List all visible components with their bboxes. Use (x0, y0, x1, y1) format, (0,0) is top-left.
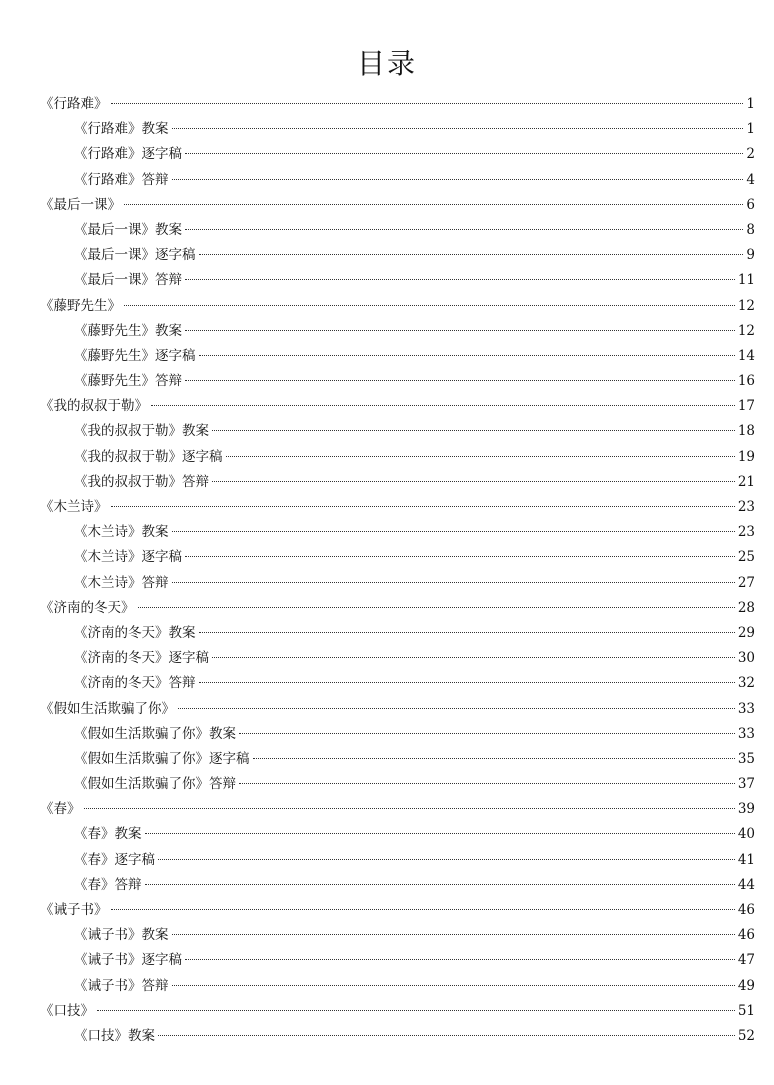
toc-page-number: 52 (737, 1027, 755, 1044)
toc-entry-title: 《行路难》答辩 (74, 171, 169, 188)
toc-page-number: 30 (737, 650, 755, 667)
dot-leader (84, 808, 735, 809)
dot-leader (111, 103, 744, 104)
dot-leader (172, 179, 744, 180)
toc-entry-title: 《春》逐字稿 (74, 851, 155, 868)
toc-entry-title: 《春》答辩 (74, 876, 142, 893)
toc-page-number: 4 (746, 171, 755, 188)
toc-subentry[interactable] (40, 117, 755, 142)
toc-entry-title: 《春》 (40, 801, 81, 818)
toc-entry-title: 《木兰诗》教案 (74, 524, 169, 541)
dot-leader (199, 355, 735, 356)
toc-subentry[interactable] (40, 923, 755, 948)
toc-subentry[interactable] (40, 545, 755, 570)
table-of-contents (40, 92, 755, 1049)
toc-subentry[interactable] (40, 268, 755, 293)
toc-entry-title: 《假如生活欺骗了你》逐字稿 (74, 750, 250, 767)
toc-page-number: 17 (737, 398, 755, 415)
toc-page-number: 1 (746, 96, 755, 112)
dot-leader (185, 556, 735, 557)
toc-subentry[interactable] (40, 520, 755, 545)
toc-subentry[interactable] (40, 621, 755, 646)
toc-subentry[interactable] (40, 747, 755, 772)
toc-subentry[interactable] (40, 168, 755, 193)
toc-entry-title: 《木兰诗》逐字稿 (74, 549, 182, 566)
dot-leader (124, 305, 735, 306)
dot-leader (212, 657, 735, 658)
dot-leader (138, 607, 735, 608)
toc-entry-title: 《济南的冬天》 (40, 599, 135, 616)
dot-leader (239, 733, 735, 734)
dot-leader (111, 506, 735, 507)
toc-entry-title: 《我的叔叔于勒》答辩 (74, 473, 209, 490)
toc-entry-title: 《口技》教案 (74, 1027, 155, 1044)
toc-subentry[interactable] (40, 848, 755, 873)
toc-subentry[interactable] (40, 243, 755, 268)
dot-leader (185, 330, 735, 331)
toc-page-number: 8 (746, 221, 755, 238)
dot-leader (97, 1010, 735, 1011)
toc-subentry[interactable] (40, 722, 755, 747)
toc-page-number: 25 (737, 549, 755, 566)
dot-leader (172, 582, 735, 583)
toc-entry-title: 《口技》 (40, 1002, 94, 1019)
toc-entry-title: 《诫子书》逐字稿 (74, 952, 182, 969)
toc-entry-title: 《假如生活欺骗了你》教案 (74, 725, 236, 742)
toc-entry-title: 《春》教案 (74, 826, 142, 843)
toc-page-number: 37 (737, 776, 755, 793)
dot-leader (158, 1035, 735, 1036)
toc-subentry[interactable] (40, 142, 755, 167)
toc-page-number: 12 (737, 297, 755, 314)
toc-entry-title: 《行路难》 (40, 96, 108, 112)
toc-page-number: 9 (746, 247, 755, 264)
toc-entry-title: 《木兰诗》 (40, 499, 108, 515)
dot-leader (172, 985, 735, 986)
toc-page-number: 33 (737, 700, 755, 717)
toc-entry[interactable] (40, 596, 755, 621)
toc-subentry[interactable] (40, 974, 755, 999)
dot-leader (212, 481, 735, 482)
toc-page-number: 47 (737, 952, 755, 969)
toc-entry-title: 《假如生活欺骗了你》答辩 (74, 776, 236, 793)
dot-leader (185, 153, 743, 154)
dot-leader (185, 959, 735, 960)
toc-page-number: 19 (737, 448, 755, 465)
toc-entry-title: 《藤野先生》逐字稿 (74, 347, 196, 364)
dot-leader (178, 708, 735, 709)
toc-entry[interactable] (40, 999, 755, 1024)
dot-leader (226, 456, 735, 457)
toc-page-number: 29 (737, 624, 755, 641)
dot-leader (253, 758, 735, 759)
toc-subentry[interactable] (40, 445, 755, 470)
dot-leader (199, 682, 735, 683)
toc-entry-title: 《诫子书》 (40, 902, 108, 918)
toc-entry-title: 《济南的冬天》答辩 (74, 675, 196, 692)
toc-page-number: 41 (737, 851, 755, 868)
toc-entry-title: 《最后一课》逐字稿 (74, 247, 196, 264)
toc-subentry[interactable] (40, 1024, 755, 1049)
toc-entry-title: 《假如生活欺骗了你》 (40, 700, 175, 717)
toc-entry[interactable] (40, 697, 755, 722)
toc-page-number: 21 (737, 473, 755, 490)
dot-leader (185, 279, 735, 280)
dot-leader (172, 128, 744, 129)
toc-page-number: 1 (746, 121, 755, 138)
dot-leader (124, 204, 743, 205)
toc-entry[interactable] (40, 394, 755, 419)
dot-leader (158, 859, 735, 860)
toc-entry-title: 《济南的冬天》教案 (74, 624, 196, 641)
toc-entry[interactable] (40, 495, 755, 520)
dot-leader (111, 909, 735, 910)
toc-subentry[interactable] (40, 646, 755, 671)
toc-entry-title: 《济南的冬天》逐字稿 (74, 650, 209, 667)
toc-entry-title: 《木兰诗》答辩 (74, 574, 169, 591)
toc-entry[interactable] (40, 898, 755, 923)
dot-leader (172, 531, 735, 532)
toc-page-number: 12 (737, 322, 755, 339)
toc-page-number: 39 (737, 801, 755, 818)
dot-leader (172, 934, 735, 935)
toc-entry[interactable] (40, 92, 755, 117)
toc-page-number: 49 (737, 977, 755, 994)
toc-entry[interactable] (40, 193, 755, 218)
toc-subentry[interactable] (40, 218, 755, 243)
toc-entry-title: 《诫子书》教案 (74, 927, 169, 944)
toc-entry-title: 《我的叔叔于勒》教案 (74, 423, 209, 440)
toc-page-number: 11 (737, 272, 755, 289)
toc-page-number: 27 (737, 574, 755, 591)
dot-leader (212, 430, 735, 431)
dot-leader (185, 380, 735, 381)
toc-entry-title: 《我的叔叔于勒》 (40, 398, 148, 415)
toc-page-number: 23 (737, 524, 755, 541)
toc-page-number: 6 (746, 196, 755, 213)
toc-page-number: 46 (737, 927, 755, 944)
toc-page-number: 35 (737, 750, 755, 767)
page-title: 目录 (356, 47, 417, 80)
toc-entry[interactable] (40, 294, 755, 319)
toc-subentry[interactable] (40, 319, 755, 344)
dot-leader (185, 229, 743, 230)
dot-leader (151, 405, 735, 406)
toc-page-number: 51 (737, 1002, 755, 1019)
toc-page-number: 44 (737, 876, 755, 893)
toc-page-number: 2 (746, 146, 755, 163)
toc-entry-title: 《行路难》逐字稿 (74, 146, 182, 163)
toc-entry-title: 《最后一课》答辩 (74, 272, 182, 289)
toc-entry-title: 《我的叔叔于勒》逐字稿 (74, 448, 223, 465)
toc-page-number: 46 (737, 902, 755, 918)
toc-page-number: 33 (737, 725, 755, 742)
toc-subentry[interactable] (40, 419, 755, 444)
toc-subentry[interactable] (40, 369, 755, 394)
toc-page-number: 28 (737, 599, 755, 616)
toc-subentry[interactable] (40, 671, 755, 696)
toc-entry-title: 《诫子书》答辩 (74, 977, 169, 994)
dot-leader (145, 833, 735, 834)
toc-page-number: 40 (737, 826, 755, 843)
toc-page-number: 32 (737, 675, 755, 692)
toc-page-number: 14 (737, 347, 755, 364)
toc-entry[interactable] (40, 797, 755, 822)
toc-subentry[interactable] (40, 470, 755, 495)
dot-leader (145, 884, 735, 885)
toc-subentry[interactable] (40, 873, 755, 898)
toc-subentry[interactable] (40, 822, 755, 847)
toc-entry-title: 《最后一课》 (40, 196, 121, 213)
dot-leader (199, 254, 744, 255)
toc-entry-title: 《藤野先生》教案 (74, 322, 182, 339)
toc-subentry[interactable] (40, 948, 755, 973)
toc-subentry[interactable] (40, 772, 755, 797)
toc-entry-title: 《行路难》教案 (74, 121, 169, 138)
dot-leader (239, 783, 735, 784)
toc-page-number: 23 (737, 499, 755, 515)
toc-entry-title: 《藤野先生》 (40, 297, 121, 314)
toc-page-number: 16 (737, 373, 755, 390)
toc-entry-title: 《藤野先生》答辩 (74, 373, 182, 390)
toc-page-number: 18 (737, 423, 755, 440)
toc-subentry[interactable] (40, 344, 755, 369)
dot-leader (199, 632, 735, 633)
toc-entry-title: 《最后一课》教案 (74, 221, 182, 238)
toc-subentry[interactable] (40, 571, 755, 596)
